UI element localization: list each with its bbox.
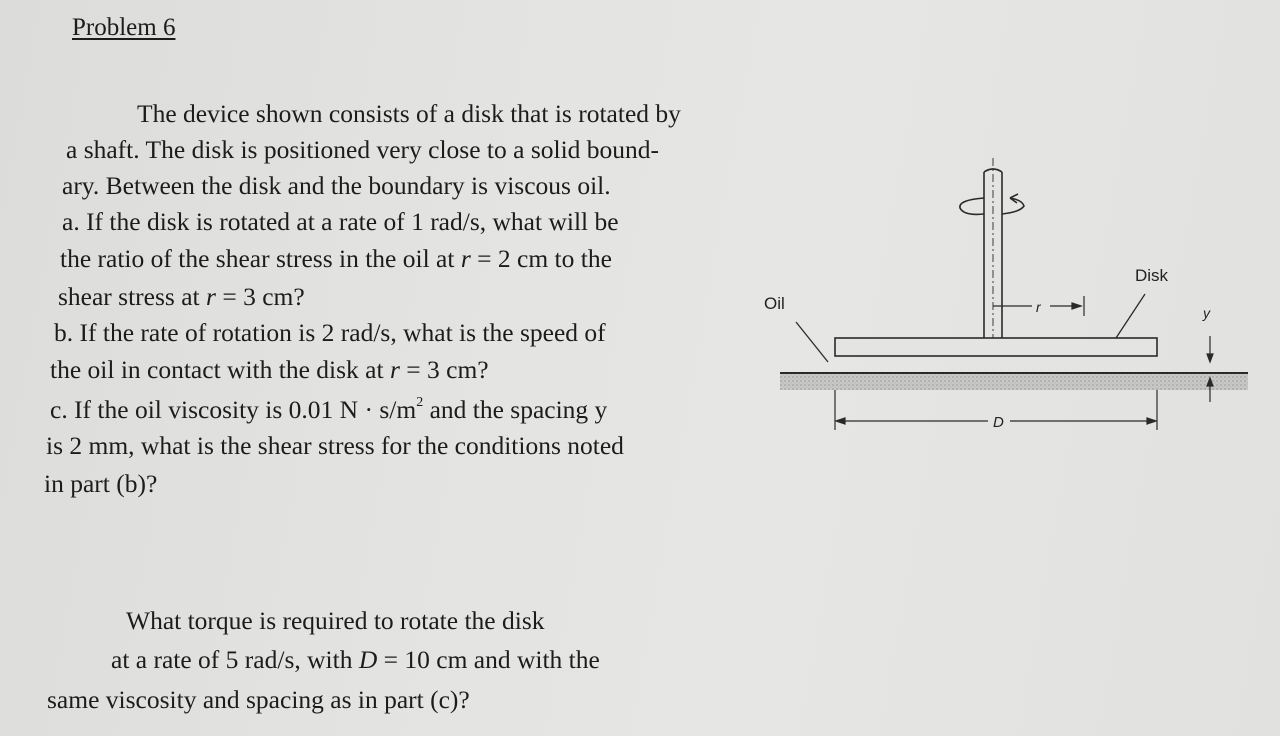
oil-leader: [796, 322, 828, 362]
torque-line-1: What torque is required to rotate the disk: [126, 606, 545, 635]
part-b-line-2: [50, 357, 489, 383]
rotation-arrow-icon: [960, 194, 1024, 214]
torque-text: = 10 cm and with the: [377, 645, 600, 674]
disk-leader: [1116, 294, 1145, 338]
y-dimension: [1207, 336, 1213, 402]
var-r: r: [389, 355, 400, 384]
oil-label: Oil: [764, 294, 785, 313]
intro-line-1: The device shown consists of a disk that is rotated by: [137, 99, 681, 128]
part-c-text: and the spacing y: [423, 395, 608, 424]
part-b-text: the oil in contact with the disk at: [50, 355, 390, 384]
torque-line-3: same viscosity and spacing as in part (c)?: [47, 685, 470, 714]
torque-line-2: [111, 647, 600, 673]
disk-device-diagram: [740, 140, 1260, 440]
part-a-text: the ratio of the shear stress in the oil at: [60, 244, 461, 273]
disk-label: Disk: [1135, 266, 1169, 285]
part-a-line-3: [58, 284, 305, 310]
problem-title: Problem 6: [72, 14, 176, 41]
part-a-text: = 2 cm to the: [470, 244, 612, 273]
part-c-line-2: is 2 mm, what is the shear stress for the conditions noted: [46, 431, 624, 460]
boundary-hatching: [780, 374, 1248, 390]
var-D: D: [358, 645, 378, 674]
d-label: D: [993, 414, 1004, 431]
exponent: 2: [416, 395, 424, 410]
intro-line-3: ary. Between the disk and the boundary is viscous oil.: [62, 171, 611, 200]
part-c-line-1: [50, 396, 607, 423]
part-b-text: = 3 cm?: [399, 355, 489, 384]
part-a-line-1: a. If the disk is rotated at a rate of 1 rad/s, what will be: [62, 207, 619, 236]
part-c-line-3: in part (b)?: [44, 469, 158, 498]
part-a-text: shear stress at: [58, 282, 206, 311]
y-label: y: [1203, 305, 1210, 321]
var-r: r: [460, 244, 471, 273]
disk: [835, 338, 1157, 356]
intro-line-2: a shaft. The disk is positioned very close to a solid bound-: [66, 135, 660, 164]
torque-text: at a rate of 5 rad/s, with: [111, 645, 359, 674]
var-r: r: [206, 282, 216, 311]
shaft: [984, 158, 1002, 338]
part-c-text: c. If the oil viscosity is 0.01 N · s/m: [50, 395, 417, 424]
part-b-line-1: b. If the rate of rotation is 2 rad/s, what is the speed of: [54, 318, 606, 347]
part-a-line-2: [60, 246, 612, 272]
r-label: r: [1036, 299, 1041, 315]
part-a-text: = 3 cm?: [215, 282, 305, 311]
